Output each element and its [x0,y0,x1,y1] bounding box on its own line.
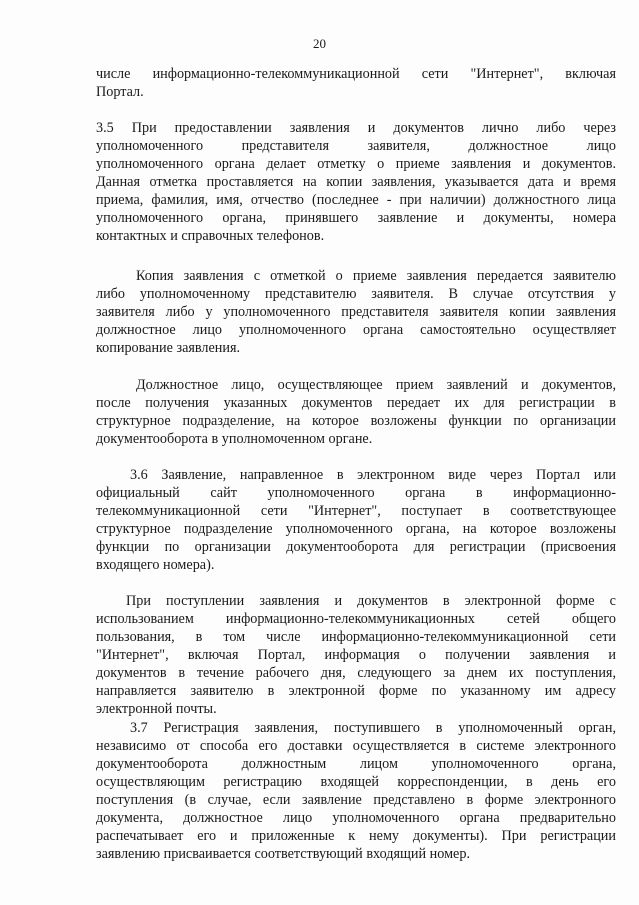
text-line: заявителя либо у уполномоченного представителя заявителя копии заявления [96,304,616,320]
text-line: поступления (в случае, если заявление представлено в форме электронного [96,792,616,808]
text-line: "Интернет", включая Портал, информация о получении заявления и [96,647,616,663]
text-line: 3.6 Заявление, направленное в электронном виде через Портал или [130,467,616,483]
text-line: пользования, в том числе информационно-телекоммуникационной сети [96,629,616,645]
text-line: Данная отметка проставляется на копии заявления, указывается дата и время [96,174,616,190]
text-line: после получения указанных документов передает их для регистрации в [96,395,616,411]
page-number: 20 [313,36,326,51]
text-line: числе информационно-телекоммуникационной сети "Интернет", включая [96,66,616,82]
text-line: уполномоченного представителя заявителя, должностное лицо [96,138,616,154]
text-line: входящего номера). [96,557,215,573]
text-line: распечатывает его и приложенные к нему документы). При регистрации [96,828,616,844]
text-line: структурное подразделение уполномоченного органа, на которое возложены [96,521,616,537]
text-line: должностное лицо уполномоченного органа самостоятельно осуществляет [96,322,616,338]
text-line: осуществляющим регистрацию входящей корреспонденции, в день его [96,774,616,790]
text-line: контактных и справочных телефонов. [96,228,325,244]
text-line: документооборота должностным лицом уполномоченного органа, [96,756,616,772]
text-line: документов в течение рабочего дня, следующего за днем их поступления, [96,665,616,681]
text-line: направляется заявителю в электронной форме по указанному им адресу [96,683,616,699]
text-line: 3.5 При предоставлении заявления и документов лично либо через [96,120,616,136]
text-line: структурное подразделение, на которое возложены функции по организации [96,413,616,429]
text-line: документа, должностное лицо уполномоченного органа предварительно [96,810,616,826]
text-line: уполномоченного органа, принявшего заявление и документы, номера [96,210,616,226]
text-line: документооборота в уполномоченном органе. [96,431,373,447]
text-line: 3.7 Регистрация заявления, поступившего в уполномоченный орган, [130,720,616,736]
text-line: либо уполномоченному представителю заявителя. В случае отсутствия у [96,286,616,302]
text-line: При поступлении заявления и документов в электронной форме с [126,593,616,609]
text-line: Копия заявления с отметкой о приеме заявления передается заявителю [136,268,616,284]
text-line: уполномоченного органа делает отметку о приеме заявления и документов. [96,156,616,172]
text-line: копирование заявления. [96,340,241,356]
text-line: использованием информационно-телекоммуникационных сетей общего [96,611,616,627]
text-line: независимо от способа его доставки осуществляется в системе электронного [96,738,616,754]
text-line: телекоммуникационной сети "Интернет", поступает в соответствующее [96,503,616,519]
text-line: Должностное лицо, осуществляющее прием заявлений и документов, [136,377,616,393]
text-line: Портал. [96,84,144,100]
text-line: официальный сайт уполномоченного органа в информационно- [96,485,616,501]
text-line: заявлению присваивается соответствующий входящий номер. [96,846,470,862]
text-line: функции по организации документооборота для регистрации (присвоения [96,539,616,555]
text-line: электронной почты. [96,701,217,717]
text-line: приема, фамилия, имя, отчество (последнее - при наличии) должностного лица [96,192,616,208]
